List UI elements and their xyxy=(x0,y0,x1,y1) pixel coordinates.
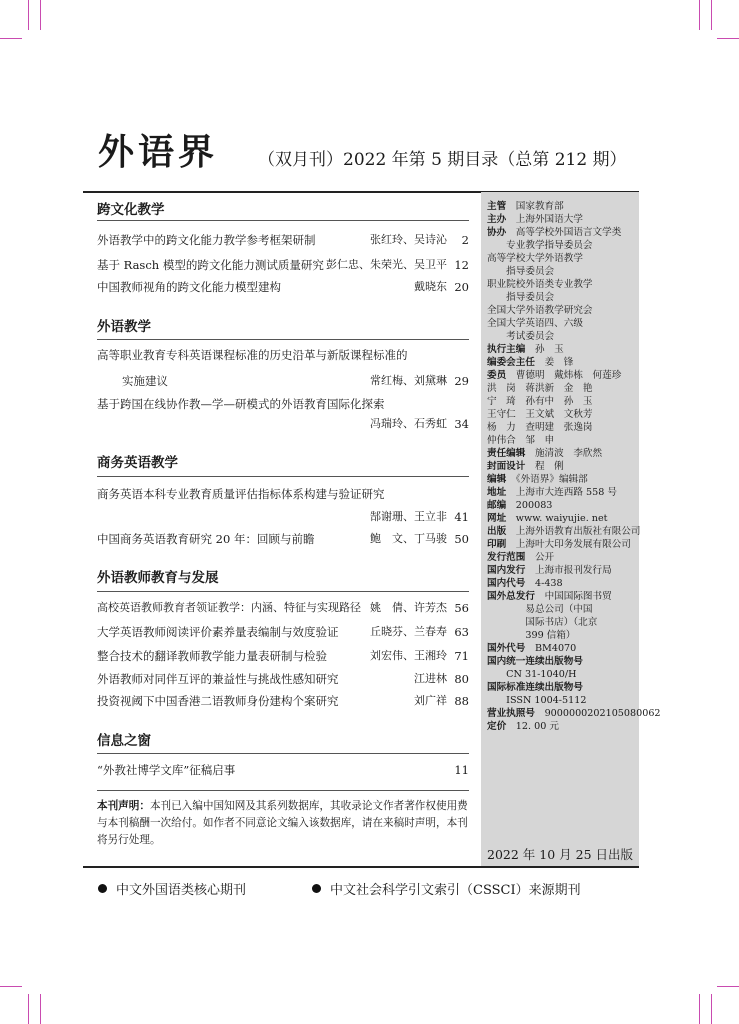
info-line xyxy=(487,486,639,499)
entry-page: 56 xyxy=(454,601,469,615)
crop-mark-top-right-h xyxy=(717,38,739,39)
issue-title: （双月刊）2022 年第 5 期目录（总第 212 期） xyxy=(258,150,627,170)
info-label: 国外代号 xyxy=(487,643,526,654)
info-line xyxy=(487,551,639,564)
crop-mark-bottom-left-v2 xyxy=(40,994,41,1024)
entry-title: 商务英语本科专业教育质量评估指标体系构建与验证研究 xyxy=(97,487,385,501)
footer-cssci: 中文社会科学引文索引（CSSCI）来源期刊 xyxy=(312,879,581,898)
info-value: 施清波 李欣然 xyxy=(534,448,603,459)
info-label: 主办 xyxy=(487,214,507,225)
info-line xyxy=(487,200,639,213)
info-label: 出版 xyxy=(487,526,507,537)
info-line xyxy=(487,213,639,226)
info-value: 中国国际图书贸 xyxy=(544,591,612,602)
crop-mark-bottom-right-v2 xyxy=(711,994,712,1024)
publication-date: 2022 年 10 月 25 日出版 xyxy=(487,847,633,862)
notice-text: 本刊已入编中国知网及其系列数据库，其收录论文作者著作权使用费与本刊稿酬一次给付。如作者不同意论文编入该数据库，请在来稿时声明，本刊将另行处理。 xyxy=(97,800,468,846)
crop-mark-bottom-left-v xyxy=(28,994,29,1024)
entry-page: 71 xyxy=(454,649,469,663)
info-line xyxy=(487,603,639,616)
entry-title: 高校英语教师教育者领证教学：内涵、特征与实现路径 xyxy=(97,601,361,614)
crop-mark-bottom-right-v xyxy=(699,994,700,1024)
toc-entry[interactable] xyxy=(97,647,469,665)
info-label: 定价 xyxy=(487,721,507,732)
info-label: 主管 xyxy=(487,201,507,212)
entry-title: 外语教学中的跨文化能力教学参考框架研制 xyxy=(97,233,316,247)
entry-title: 大学英语教师阅读评价素养量表编制与效度验证 xyxy=(97,625,339,639)
bullet-icon xyxy=(98,884,107,893)
info-label: 印刷 xyxy=(487,539,507,550)
info-line xyxy=(487,421,639,434)
journal-logo: 外语界 xyxy=(98,131,219,173)
info-line xyxy=(487,460,639,473)
info-line xyxy=(487,499,639,512)
info-value: 王守仁 王文斌 文秋芳 xyxy=(487,409,593,420)
crop-mark-top-left-v xyxy=(28,0,29,30)
toc-entry[interactable] xyxy=(97,395,469,413)
info-label: 地址 xyxy=(487,487,507,498)
toc-entry[interactable] xyxy=(97,372,469,390)
info-line xyxy=(487,239,639,252)
entry-title: 基于 Rasch 模型的跨文化能力测试质量研究 xyxy=(97,258,324,272)
entry-authors: 姚 倩、许芳杰 xyxy=(370,601,447,614)
toc-entry[interactable] xyxy=(97,415,469,433)
section-title: 跨文化教学 xyxy=(97,202,165,218)
entry-authors: 冯瑞玲、石秀虹 xyxy=(370,417,447,430)
info-line xyxy=(487,525,639,538)
section-rule xyxy=(97,476,469,477)
info-line xyxy=(487,395,639,408)
toc-entry[interactable] xyxy=(97,599,469,617)
entry-page: 2 xyxy=(461,233,469,247)
toc-entry[interactable] xyxy=(97,692,469,710)
info-label: 协办 xyxy=(487,227,507,238)
info-line xyxy=(487,473,639,486)
info-value: 上海外国语大学 xyxy=(515,214,583,225)
entry-authors: 彭仁忠、朱荣光、吴卫平 xyxy=(326,258,447,271)
entry-title: 中国商务英语教育研究 20 年：回顾与前瞻 xyxy=(97,532,315,546)
section-rule xyxy=(97,339,469,340)
entry-authors: 常红梅、刘黛琳 xyxy=(370,374,447,387)
crop-mark-top-left-h xyxy=(0,38,22,39)
entry-page: 88 xyxy=(454,694,469,708)
notice-label: 本刊声明： xyxy=(97,800,150,812)
crop-mark-top-right-v xyxy=(699,0,700,30)
info-label: 国内代号 xyxy=(487,578,526,589)
info-value: 上海市报刊发行局 xyxy=(534,565,612,576)
info-label: 封面设计 xyxy=(487,461,526,472)
info-value: 上海市大连西路 558 号 xyxy=(515,487,617,498)
info-label: 网址 xyxy=(487,513,507,524)
info-line xyxy=(487,330,639,343)
info-label: 编辑 xyxy=(487,474,507,485)
info-value: 指导委员会 xyxy=(487,292,555,303)
info-line xyxy=(487,642,639,655)
info-value: 9000000202105080062 xyxy=(544,708,661,719)
entry-page: 12 xyxy=(454,258,469,272)
toc-entry[interactable] xyxy=(97,231,469,249)
info-line xyxy=(487,681,639,694)
toc-entry[interactable] xyxy=(97,530,469,548)
info-value: 高等学校外国语言文学类 xyxy=(515,227,622,238)
info-value: 指导委员会 xyxy=(487,266,555,277)
info-value: 12. 00 元 xyxy=(515,721,559,732)
info-line xyxy=(487,317,639,330)
info-label: 国外总发行 xyxy=(487,591,535,602)
info-line xyxy=(487,512,639,525)
info-value: 公开 xyxy=(534,552,555,563)
info-line xyxy=(487,447,639,460)
section-rule xyxy=(97,591,469,592)
entry-authors: 张红玲、吴诗沁 xyxy=(370,233,447,246)
info-value: 国家教育部 xyxy=(515,201,564,212)
entry-page: 29 xyxy=(454,374,469,388)
info-value: 高等学校大学外语教学 xyxy=(487,253,583,264)
footer-core-journal: 中文外国语类核心期刊 xyxy=(98,879,246,898)
info-value: 《外语界》编辑部 xyxy=(515,474,588,485)
section-rule xyxy=(97,220,469,221)
info-line xyxy=(487,629,639,642)
info-line xyxy=(487,356,639,369)
info-value: 易总公司（中国 xyxy=(487,604,593,615)
info-value: ISSN 1004-5112 xyxy=(487,695,587,706)
info-line xyxy=(487,707,661,720)
info-line xyxy=(487,369,639,382)
info-value: BM4070 xyxy=(534,643,577,654)
crop-mark-bottom-right-h xyxy=(717,986,739,987)
info-value: 职业院校外语类专业教学 xyxy=(487,279,593,290)
journal-notice xyxy=(97,798,469,849)
section-rule xyxy=(97,790,469,791)
entry-authors: 江进林 xyxy=(414,672,447,685)
entry-title: 高等职业教育专科英语课程标准的历史沿革与新版课程标准的 xyxy=(97,348,408,362)
info-line xyxy=(487,343,639,356)
entry-authors: 刘宏伟、王湘玲 xyxy=(370,649,447,662)
info-line xyxy=(487,265,639,278)
entry-title: 基于跨国在线协作教—学—研模式的外语教育国际化探索 xyxy=(97,397,385,411)
info-line xyxy=(487,616,639,629)
info-label: 国内统一连续出版物号 xyxy=(487,656,583,667)
info-value: 杨 力 查明建 张逸岗 xyxy=(487,422,593,433)
section-title: 商务英语教学 xyxy=(97,455,178,471)
entry-authors: 刘广祥 xyxy=(414,694,447,707)
info-value: 上海叶大印务发展有限公司 xyxy=(515,539,631,550)
entry-authors: 戴晓东 xyxy=(414,280,447,293)
toc-entry[interactable] xyxy=(97,485,469,503)
info-value: 宁 琦 孙有中 孙 玉 xyxy=(487,396,593,407)
entry-authors: 郜谢珊、王立非 xyxy=(370,510,447,523)
toc-entry[interactable] xyxy=(97,508,469,526)
info-label: 营业执照号 xyxy=(487,708,535,719)
entry-title: 实施建议 xyxy=(122,374,168,388)
toc-entry[interactable] xyxy=(97,670,469,688)
info-value: 仲伟合 邹 申 xyxy=(487,435,555,446)
entry-page: 20 xyxy=(454,280,469,294)
entry-title: 中国教师视角的跨文化能力模型建构 xyxy=(97,280,281,294)
entry-page: 34 xyxy=(454,417,469,431)
info-label: 国际标准连续出版物号 xyxy=(487,682,583,693)
info-label: 发行范围 xyxy=(487,552,526,563)
info-line xyxy=(487,304,639,317)
section-title: 外语教师教育与发展 xyxy=(97,570,219,586)
info-line xyxy=(487,382,639,395)
entry-page: 50 xyxy=(454,532,469,546)
crop-mark-top-right-v2 xyxy=(711,0,712,30)
info-line xyxy=(487,577,639,590)
info-label: 责任编辑 xyxy=(487,448,526,459)
info-line xyxy=(487,252,639,265)
section-rule xyxy=(97,753,469,754)
info-value: 4-438 xyxy=(534,578,563,589)
info-value: 孙 玉 xyxy=(534,344,564,355)
section-title: 信息之窗 xyxy=(97,733,151,749)
info-line xyxy=(487,434,639,447)
entry-title: 投资视阈下中国香港二语教师身份建构个案研究 xyxy=(97,694,339,708)
info-line xyxy=(487,668,639,681)
entry-authors: 鲍 文、丁马骏 xyxy=(370,532,447,545)
entry-title: “外教社博学文库”征稿启事 xyxy=(97,763,236,777)
toc-entry[interactable] xyxy=(97,761,469,779)
info-value: 程 俐 xyxy=(534,461,564,472)
toc-entry[interactable] xyxy=(97,346,469,364)
info-label: 执行主编 xyxy=(487,344,526,355)
info-label: 委员 xyxy=(487,370,507,381)
bottom-rule xyxy=(83,866,639,868)
info-value: 国际书店）（北京 xyxy=(487,617,598,628)
info-line xyxy=(487,694,639,707)
info-value: 399 信箱） xyxy=(487,630,576,641)
info-value: www. waiyujie. net xyxy=(515,513,608,524)
crop-mark-top-left-v2 xyxy=(40,0,41,30)
entry-page: 11 xyxy=(454,763,469,777)
info-value: 考试委员会 xyxy=(487,331,555,342)
info-value: 专业教学指导委员会 xyxy=(487,240,593,251)
info-line xyxy=(487,408,639,421)
section-title: 外语教学 xyxy=(97,319,151,335)
info-line xyxy=(487,538,639,551)
info-label: 国内发行 xyxy=(487,565,526,576)
info-value: 曹德明 戴炜栋 何莲珍 xyxy=(515,370,622,381)
info-line xyxy=(487,720,639,733)
info-label: 邮编 xyxy=(487,500,507,511)
info-label: 编委会主任 xyxy=(487,357,535,368)
info-value: 全国大学外语教学研究会 xyxy=(487,305,593,316)
info-line xyxy=(487,278,639,291)
info-value: 全国大学英语四、六级 xyxy=(487,318,583,329)
info-value: 姜 锋 xyxy=(544,357,574,368)
toc-entry[interactable] xyxy=(97,256,469,274)
entry-authors: 丘晓芬、兰春寿 xyxy=(370,625,447,638)
entry-page: 80 xyxy=(454,672,469,686)
masthead xyxy=(98,124,658,176)
crop-mark-bottom-left-h xyxy=(0,986,22,987)
info-line xyxy=(487,655,639,668)
entry-title: 整合技术的翻译教师教学能力量表研制与检验 xyxy=(97,649,327,663)
bullet-icon xyxy=(312,884,321,893)
info-line xyxy=(487,226,639,239)
entry-page: 63 xyxy=(454,625,469,639)
info-line xyxy=(487,590,639,603)
entry-page: 41 xyxy=(454,510,469,524)
publication-info-panel xyxy=(481,192,661,867)
entry-title: 外语教师对同伴互评的兼益性与挑战性感知研究 xyxy=(97,672,339,686)
toc-entry[interactable] xyxy=(97,278,469,296)
info-line xyxy=(487,564,639,577)
toc-entry[interactable] xyxy=(97,623,469,641)
info-value: 上海外语教育出版社有限公司 xyxy=(515,526,641,537)
info-value: 洪 岗 蒋洪新 金 艳 xyxy=(487,383,593,394)
info-line xyxy=(487,291,639,304)
info-value: 200083 xyxy=(515,500,553,511)
info-value: CN 31-1040/H xyxy=(487,669,577,680)
